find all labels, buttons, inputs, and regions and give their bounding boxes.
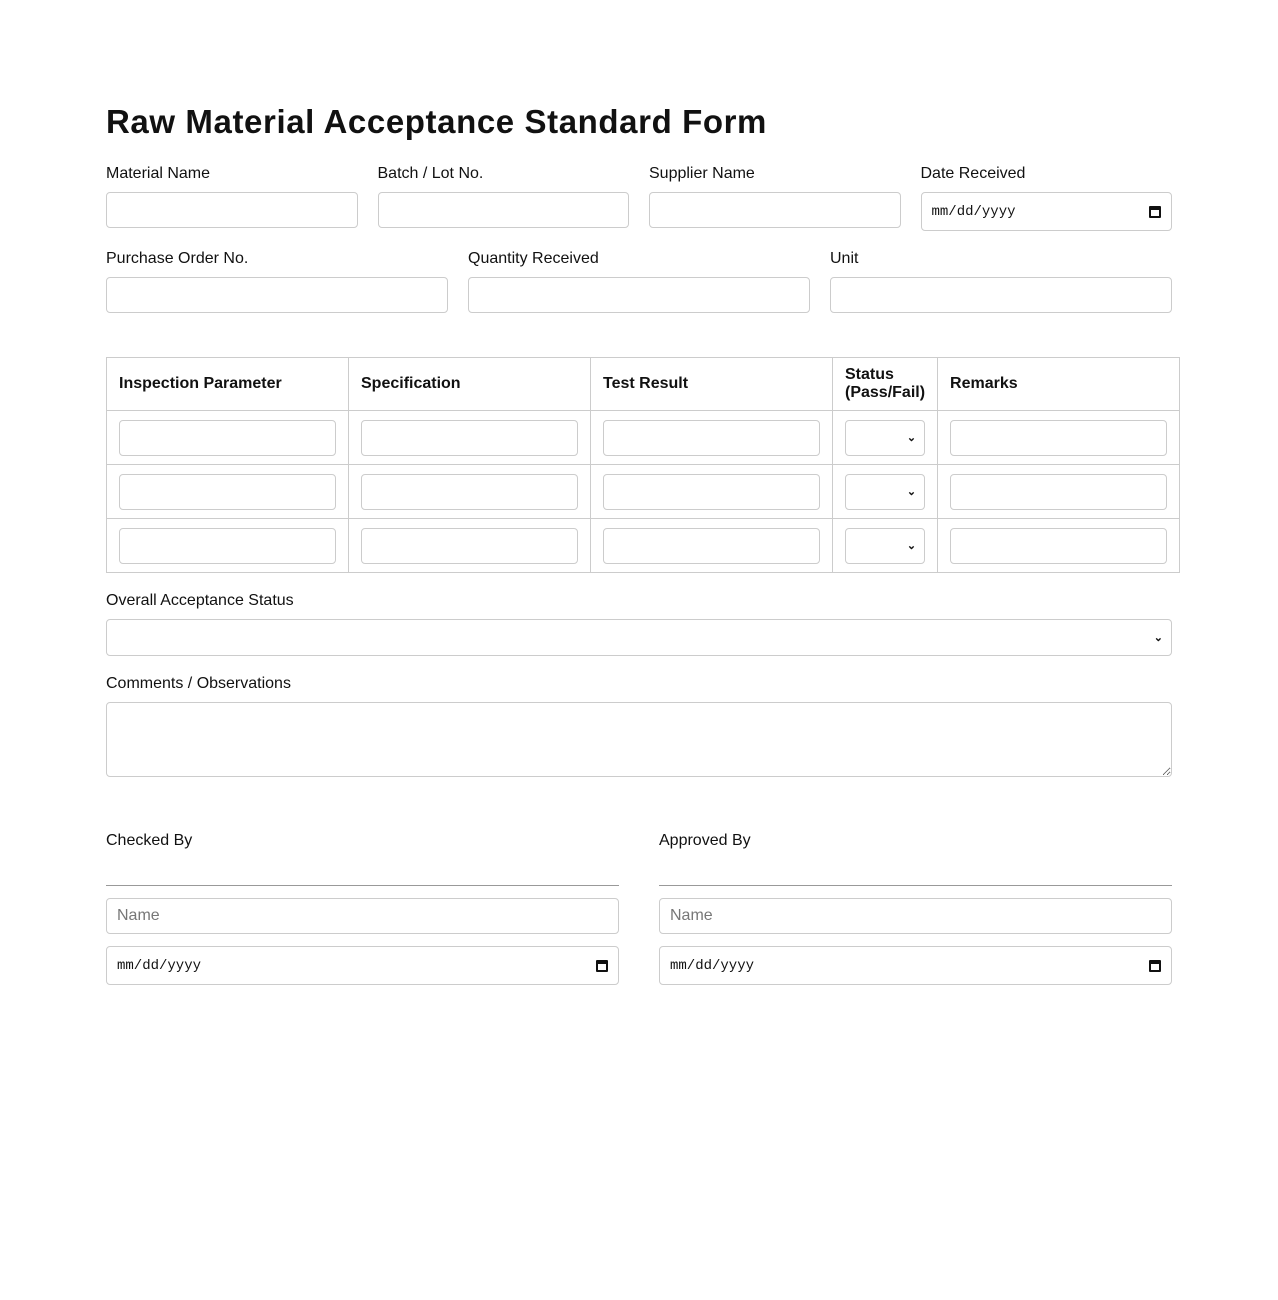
form [106,100,1172,985]
approved-by-date-input[interactable] [659,946,1172,985]
header-test-result: Test Result [591,358,833,411]
status-select[interactable] [845,420,925,456]
comments-textarea[interactable] [106,702,1172,777]
supplier-name-input[interactable] [649,192,901,228]
chevron-down-icon: ⌄ [906,540,917,552]
material-name-input[interactable] [106,192,358,228]
table-row [107,411,1180,465]
supplier-name-label: Supplier Name [649,165,755,182]
po-number-label: Purchase Order No. [106,250,249,267]
calendar-icon[interactable] [1149,206,1161,218]
specification-input[interactable] [361,420,578,456]
remarks-input[interactable] [950,474,1167,510]
approved-by-name-input[interactable] [659,898,1172,934]
specification-input[interactable] [361,474,578,510]
date-received-input[interactable] [921,192,1173,231]
name-placeholder: Name [117,907,160,924]
overall-status-label: Overall Acceptance Status [106,592,294,609]
quantity-input[interactable] [468,277,810,313]
comments-label: Comments / Observations [106,675,291,692]
table-row [107,519,1180,573]
batch-lot-input[interactable] [378,192,630,228]
chevron-down-icon: ⌄ [906,432,917,444]
test-result-input[interactable] [603,474,820,510]
test-result-input[interactable] [603,528,820,564]
chevron-down-icon: ⌄ [906,486,917,498]
checked-by-name-input[interactable] [106,898,619,934]
signature-line [659,885,1172,886]
signature-line [106,885,619,886]
checked-by-label: Checked By [106,832,193,849]
page-title: Raw Material Acceptance Standard Form [106,103,767,140]
batch-lot-label: Batch / Lot No. [377,165,484,182]
calendar-icon[interactable] [596,960,608,972]
test-result-input[interactable] [603,420,820,456]
header-status: Status (Pass/Fail) [833,358,938,411]
inspection-table [106,357,1180,573]
parameter-input[interactable] [119,420,336,456]
chevron-down-icon: ⌄ [1153,632,1163,644]
specification-input[interactable] [361,528,578,564]
unit-input[interactable] [830,277,1172,313]
checked-by-section [106,831,619,985]
date-placeholder: mm/dd/yyyy [931,203,1016,220]
parameter-input[interactable] [119,474,336,510]
status-select[interactable] [845,528,925,564]
date-placeholder: mm/dd/yyyy [117,957,202,974]
approved-by-label: Approved By [659,832,751,849]
approved-by-section [659,831,1172,985]
name-placeholder: Name [670,907,713,924]
table-row [107,465,1180,519]
quantity-label: Quantity Received [468,250,599,267]
remarks-input[interactable] [950,420,1167,456]
calendar-icon[interactable] [1149,960,1161,972]
parameter-input[interactable] [119,528,336,564]
header-parameter: Inspection Parameter [107,358,349,411]
header-remarks: Remarks [938,358,1180,411]
date-placeholder: mm/dd/yyyy [670,957,755,974]
header-specification: Specification [349,358,591,411]
po-number-input[interactable] [106,277,448,313]
remarks-input[interactable] [950,528,1167,564]
material-name-label: Material Name [106,165,211,182]
overall-status-select[interactable] [106,619,1172,656]
checked-by-date-input[interactable] [106,946,619,985]
date-received-label: Date Received [920,165,1026,182]
unit-label: Unit [830,250,859,267]
status-select[interactable] [845,474,925,510]
